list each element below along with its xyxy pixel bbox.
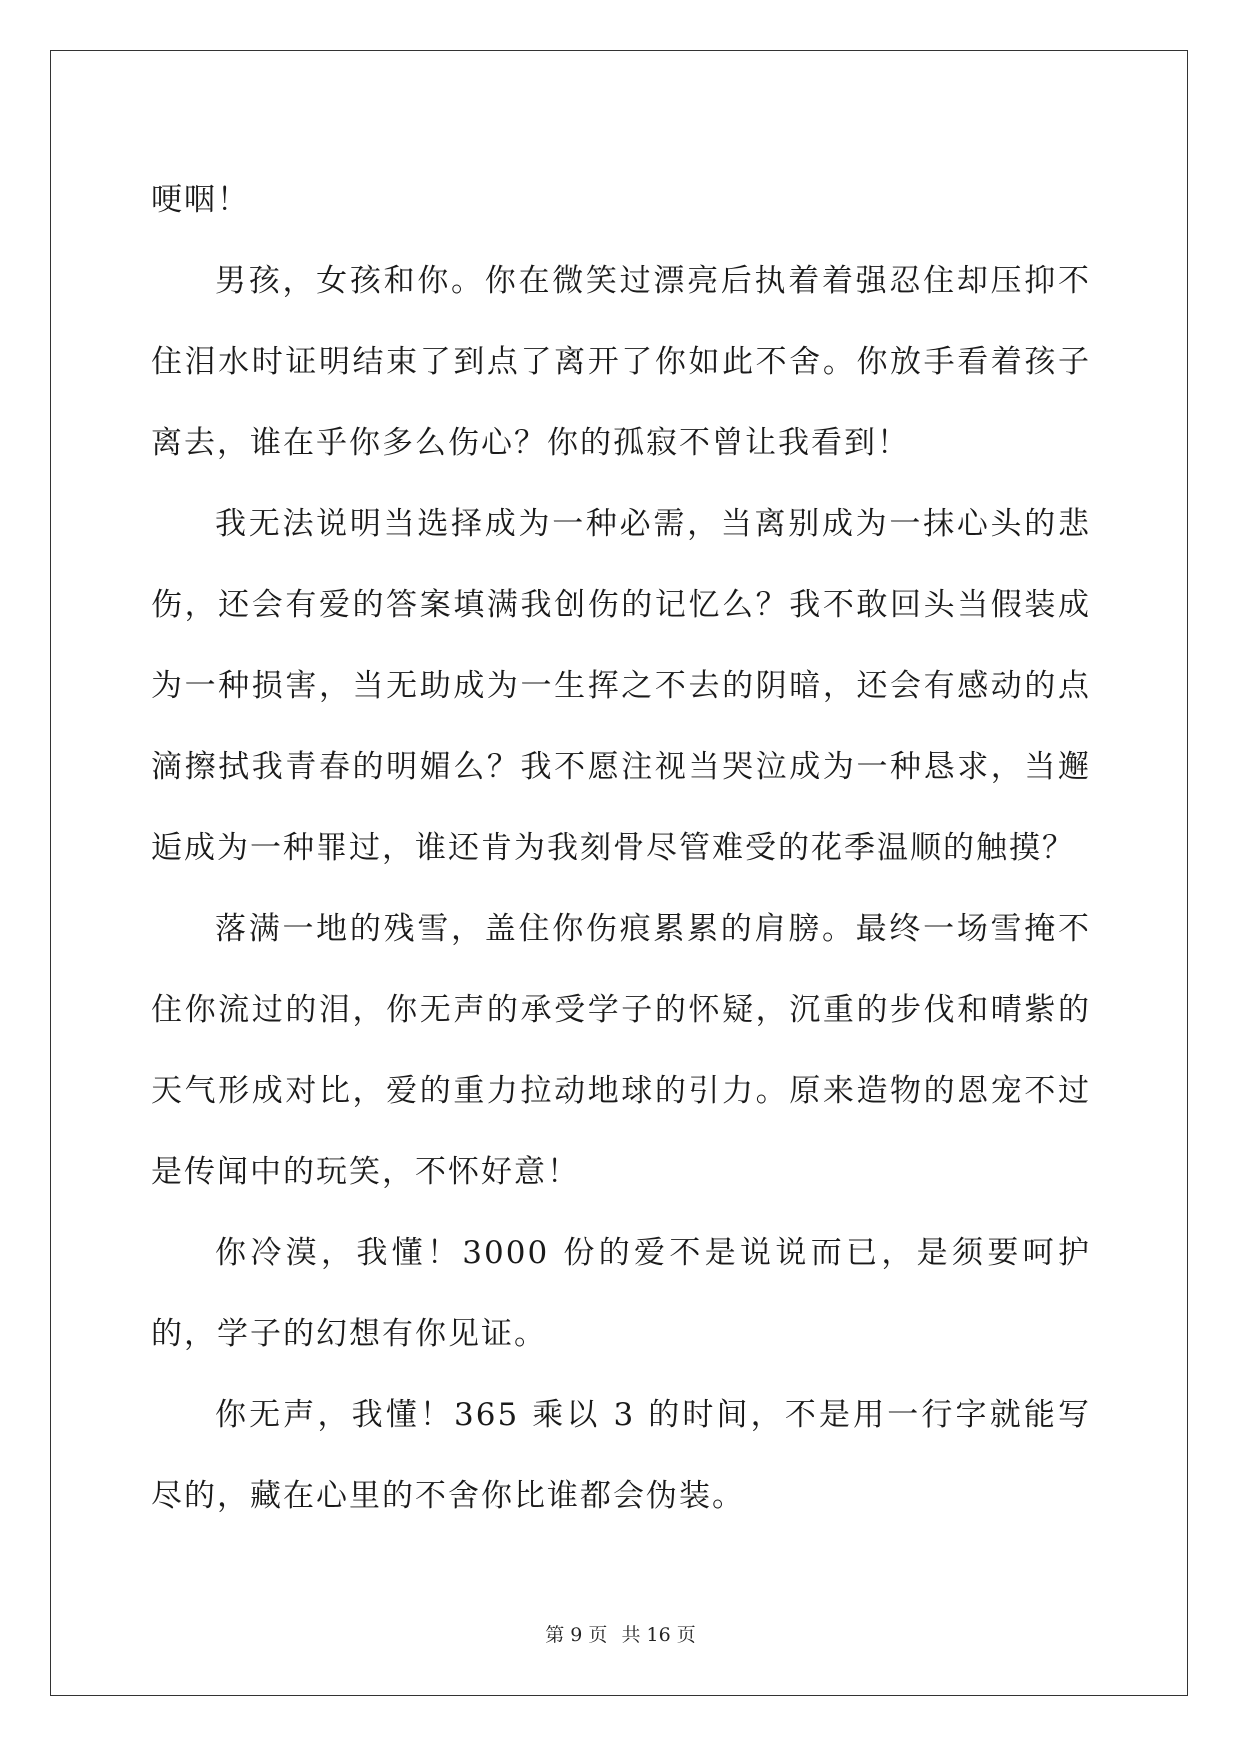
paragraph-4: 落满一地的残雪，盖住你伤痕累累的肩膀。最终一场雪掩不住你流过的泪，你无声的承受学子的怀疑，沉重的步伐和晴紫的天气形成对比，爱的重力拉动地球的引力。原来造物的恩宠不过是传闻中的玩笑，不怀好意！	[151, 911, 1091, 1190]
paragraph-3: 我无法说明当选择成为一种必需，当离别成为一抹心头的悲伤，还会有爱的答案填满我创伤的记忆么？我不敢回头当假装成为一种损害，当无助成为一生挥之不去的阴暗，还会有感动的点滴擦拭我青春的明媚么？我不愿注视当哭泣成为一种恳求，当邂逅成为一种罪过，谁还肯为我刻骨尽管难受的花季温顺的触摸？	[151, 506, 1091, 866]
paragraph-2: 男孩，女孩和你。你在微笑过漂亮后执着着强忍住却压抑不住泪水时证明结束了到点了离开了你如此不舍。你放手看着孩子离去，谁在乎你多么伤心？你的孤寂不曾让我看到！	[151, 263, 1091, 461]
page-footer	[0, 1620, 1241, 1647]
page-number: 第 9 页	[545, 1624, 608, 1646]
paragraph-1: 哽咽！	[151, 182, 250, 218]
paragraph-6: 你无声，我懂！365 乘以 3 的时间，不是用一行字就能写尽的，藏在心里的不舍你比谁都会伪装。	[151, 1397, 1091, 1514]
page-total: 共 16 页	[621, 1624, 696, 1646]
document-body	[151, 160, 1091, 1537]
paragraph-5: 你冷漠，我懂！3000 份的爱不是说说而已，是须要呵护的，学子的幻想有你见证。	[151, 1235, 1091, 1352]
